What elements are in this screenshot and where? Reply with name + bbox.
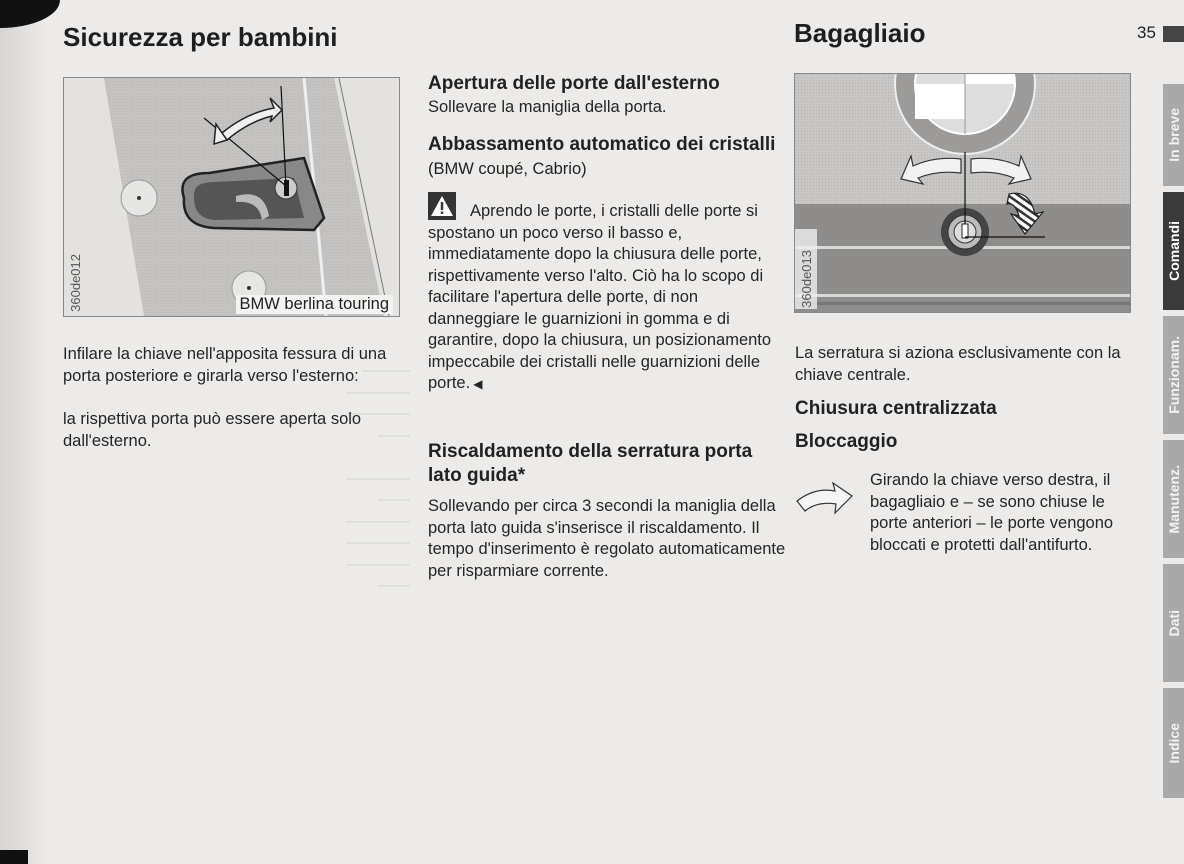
auto-windows-text-block bbox=[428, 192, 784, 396]
heading-lock-heating: Riscaldamento della serratura porta lato guida* bbox=[428, 441, 753, 486]
tab-comandi[interactable]: Comandi bbox=[1163, 192, 1184, 310]
heading-auto-windows-bold: Abbassamento automatico dei cristalli bbox=[428, 134, 776, 155]
trunk-lock-intro: La serratura si aziona esclusivamente con la chiave centrale. bbox=[795, 344, 1121, 384]
figure-code: 360de012 bbox=[68, 254, 83, 312]
figure-caption: BMW berlina touring bbox=[236, 295, 393, 314]
end-mark-icon: ◀ bbox=[473, 377, 483, 391]
heading-central-locking: Chiusura centralizzata bbox=[795, 398, 997, 419]
figure-code: 360de013 bbox=[799, 250, 814, 308]
child-lock-instruction: Infilare la chiave nell'apposita fessura di una porta posteriore e girarla verso l'esterno: bbox=[63, 345, 387, 385]
show-through-text: ——— ———— ———— —— ———— —— ———— ———— ———— —— bbox=[346, 362, 410, 594]
heading-auto-windows bbox=[428, 133, 788, 181]
tab-funzionamento[interactable]: Funzionam. bbox=[1163, 316, 1184, 434]
child-lock-result: la rispettiva porta può essere aperta solo dall'esterno. bbox=[63, 410, 362, 450]
trunk-lock-illustration bbox=[795, 74, 1130, 312]
tab-dati[interactable]: Dati bbox=[1163, 564, 1184, 682]
lock-heating-text: Sollevando per circa 3 secondi la maniglia della porta lato guida s'inserisce il riscaldamento. Il tempo d'inserimento è regolato automaticamente per risparmiare corrente. bbox=[428, 497, 786, 580]
page-title-right: Bagagliaio bbox=[794, 18, 926, 48]
warning-triangle-icon bbox=[428, 192, 456, 220]
scan-corner-bottom bbox=[0, 850, 28, 864]
locking-text: Girando la chiave verso destra, il bagagliaio e – se sono chiuse le porte anteriori – le porte vengono bloccati e protetti dall'antifurto. bbox=[870, 471, 1114, 554]
scan-corner-top bbox=[0, 0, 60, 28]
heading-door-opening: Apertura delle porte dall'esterno bbox=[428, 73, 720, 94]
door-opening-text: Sollevare la maniglia della porta. bbox=[428, 98, 667, 116]
page-number-bar bbox=[1163, 26, 1184, 42]
heading-auto-windows-models: (BMW coupé, Cabrio) bbox=[428, 160, 587, 178]
auto-windows-text: Aprendo le porte, i cristalli delle porte si spostano un poco verso il basso e, immediatamente dopo la chiusura delle porte, rispettivamente verso l'alto. Ciò ha lo scopo di facilitare l'apertura delle porte, di non danneggiare le guarnizioni in gomma e di garantire, dopo la chiusura, un posizionamento impeccabile dei cristalli nelle guarnizioni delle porte. bbox=[428, 202, 772, 392]
page-gutter-shadow bbox=[0, 0, 48, 864]
child-lock-figure bbox=[63, 77, 400, 317]
page-title-left: Sicurezza per bambini bbox=[63, 22, 338, 52]
tab-manutenzione[interactable]: Manutenz. bbox=[1163, 440, 1184, 558]
tab-in-breve[interactable]: In breve bbox=[1163, 84, 1184, 186]
turn-right-arrow-icon bbox=[795, 479, 855, 519]
heading-locking: Bloccaggio bbox=[795, 431, 898, 452]
page-number: 35 bbox=[1137, 23, 1156, 42]
trunk-lock-figure bbox=[794, 73, 1131, 313]
tab-indice[interactable]: Indice bbox=[1163, 688, 1184, 798]
child-lock-illustration bbox=[64, 78, 399, 316]
